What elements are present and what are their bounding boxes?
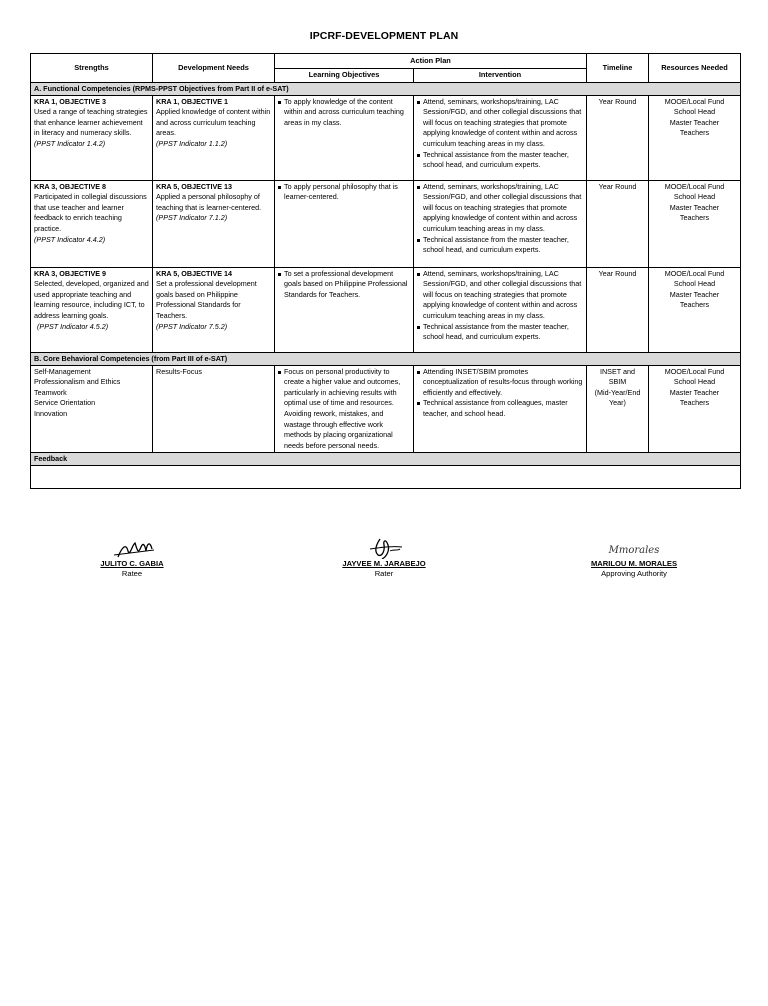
- strength-kra: KRA 3, OBJECTIVE 9: [34, 268, 107, 278]
- resources-cell: [649, 365, 741, 453]
- timeline-cell: Year Round: [587, 95, 649, 180]
- header-development-needs: Development Needs: [153, 54, 275, 83]
- signatory-name: MARILOU M. MORALES: [590, 559, 678, 568]
- resource-item: Master Teacher: [669, 289, 720, 299]
- resource-item: School Head: [673, 377, 716, 387]
- need-cell: [153, 267, 275, 352]
- objective-cell: [275, 180, 414, 267]
- intervention-cell: [414, 267, 587, 352]
- competency-item: Innovation: [34, 408, 68, 418]
- signatory-name: JULITO C. GABIA: [100, 559, 164, 568]
- intervention-cell: [414, 95, 587, 180]
- signatory-role: Ratee: [121, 569, 143, 578]
- resource-item: Teachers: [679, 128, 710, 138]
- intervention-item: Attending INSET/SBIM promotes conceptualization of results-focus through working efficiently and effectively.: [417, 367, 583, 399]
- strength-cell: [31, 365, 153, 453]
- objective-text: Focus on personal productivity to create a higher value and outcomes, particularly in achieving results with optimal use of time and resources. Avoiding rework, mistakes, and wastage through effective work methods by placing organizational needs before personal needs.: [278, 367, 410, 452]
- feedback-area: [31, 466, 741, 489]
- need-cell: Results-Focus: [153, 365, 275, 453]
- resource-item: Master Teacher: [669, 202, 720, 212]
- resource-item: School Head: [673, 107, 716, 117]
- objective-text: To apply knowledge of the content within and across curriculum teaching areas in my class.: [278, 97, 410, 129]
- need-cell: [153, 180, 275, 267]
- strength-text: Selected, developed, organized and used appropriate teaching and learning resource, including ICT, to address learning goals.: [34, 279, 149, 320]
- resource-item: MOOE/Local Fund: [664, 181, 725, 191]
- signatory-name: JAYVEE M. JARABEJO: [342, 559, 426, 568]
- strength-kra: KRA 1, OBJECTIVE 3: [34, 96, 107, 106]
- strength-cell: [31, 180, 153, 267]
- need-kra: KRA 5, OBJECTIVE 13: [156, 181, 233, 191]
- timeline-line: SBIM: [608, 377, 627, 387]
- resource-item: MOOE/Local Fund: [664, 268, 725, 278]
- feedback-label: Feedback: [31, 453, 741, 466]
- intervention-item: Technical assistance from the master teacher, school head, and curriculum experts.: [417, 150, 583, 171]
- resource-item: MOOE/Local Fund: [664, 96, 725, 106]
- resources-cell: [649, 180, 741, 267]
- section-b-label: B. Core Behavioral Competencies (from Part III of e-SAT): [31, 352, 741, 365]
- strength-kra: KRA 3, OBJECTIVE 8: [34, 181, 107, 191]
- need-kra: KRA 5, OBJECTIVE 14: [156, 268, 233, 278]
- intervention-item: Attend, seminars, workshops/training, LAC Session/FGD, and other collegial discussions that will focus on teaching strategies that promote applying knowledge of content within and across curriculum teaching areas in my class.: [417, 182, 583, 235]
- resources-cell: [649, 267, 741, 352]
- timeline-cell: Year Round: [587, 180, 649, 267]
- need-indicator: (PPST Indicator 1.1.2): [156, 138, 228, 148]
- intervention-item: Technical assistance from the master teacher, school head, and curriculum experts.: [417, 322, 583, 343]
- resource-item: School Head: [673, 192, 716, 202]
- signatory-approving-authority: [578, 537, 690, 579]
- intervention-item: Attend, seminars, workshops/training, LAC Session/FGD, and other collegial discussions that will focus on teaching strategies that promote applying knowledge of content within and across curriculum teaching areas in my class.: [417, 97, 583, 150]
- page-title: IPCRF-DEVELOPMENT PLAN: [309, 30, 459, 42]
- timeline-cell: [587, 365, 649, 453]
- need-text: Applied knowledge of content within and across curriculum teaching areas.: [156, 107, 271, 138]
- signature-approving-authority: [578, 537, 690, 559]
- strength-indicator: (PPST Indicator 4.5.2): [37, 321, 109, 331]
- need-text: Set a professional development goals based on Philippine Professional Standards for Teachers.: [156, 279, 257, 320]
- resources-cell: [649, 95, 741, 180]
- table-row: [31, 365, 741, 453]
- signatory-role: Rater: [374, 569, 394, 578]
- need-indicator: (PPST Indicator 7.5.2): [156, 321, 228, 331]
- timeline-line: (Mid-Year/End: [594, 387, 641, 397]
- header-resources: Resources Needed: [649, 54, 741, 83]
- intervention-item: Technical assistance from colleagues, master teacher, and school head.: [417, 398, 583, 419]
- table-row: [31, 267, 741, 352]
- resource-item: Master Teacher: [669, 117, 720, 127]
- signature-script: Mmorales: [608, 545, 660, 556]
- strength-indicator: (PPST Indicator 4.4.2): [34, 234, 106, 244]
- need-cell: [153, 95, 275, 180]
- header-learning-objectives: Learning Objectives: [275, 69, 414, 83]
- header-action-plan: Action Plan: [275, 54, 587, 69]
- need-indicator: (PPST Indicator 7.1.2): [156, 213, 228, 223]
- development-plan-table: [30, 53, 741, 489]
- intervention-item: Technical assistance from the master teacher, school head, and curriculum experts.: [417, 235, 583, 256]
- table-row: [31, 180, 741, 267]
- competency-item: Service Orientation: [34, 398, 96, 408]
- timeline-line: Year): [609, 398, 626, 408]
- resource-item: Master Teacher: [669, 387, 720, 397]
- resource-item: MOOE/Local Fund: [664, 366, 725, 376]
- resource-item: Teachers: [679, 300, 710, 310]
- objective-text: To set a professional development goals based on Philippine Professional Standards for Teachers.: [278, 269, 410, 301]
- objective-cell: [275, 365, 414, 453]
- resource-item: School Head: [673, 279, 716, 289]
- timeline-line: INSET and: [599, 366, 636, 376]
- objective-cell: [275, 267, 414, 352]
- resource-item: Teachers: [679, 398, 710, 408]
- need-text: Applied a personal philosophy of teaching that is learner-centered.: [156, 192, 262, 212]
- section-a-label: A. Functional Competencies (RPMS-PPST Objectives from Part II of e-SAT): [31, 82, 741, 95]
- strength-cell: [31, 267, 153, 352]
- resource-item: Teachers: [679, 213, 710, 223]
- signatory-ratee: [80, 537, 184, 579]
- competency-item: Self-Management: [34, 366, 91, 376]
- intervention-cell: [414, 365, 587, 453]
- header-timeline: Timeline: [587, 54, 649, 83]
- competency-item: Teamwork: [34, 387, 67, 397]
- signature-rater: [330, 537, 438, 559]
- strength-text: Participated in collegial discussions that use teacher and learner feedback to enrich teaching practice.: [34, 192, 147, 233]
- intervention-cell: [414, 180, 587, 267]
- competency-item: Professionalism and Ethics: [34, 377, 121, 387]
- need-kra: KRA 1, OBJECTIVE 1: [156, 96, 229, 106]
- table-row: [31, 95, 741, 180]
- strength-indicator: (PPST Indicator 1.4.2): [34, 138, 106, 148]
- objective-cell: [275, 95, 414, 180]
- signatory-rater: [330, 537, 438, 579]
- signatory-role: Approving Authority: [601, 569, 667, 578]
- timeline-cell: Year Round: [587, 267, 649, 352]
- header-strengths: Strengths: [31, 54, 153, 83]
- strength-text: Used a range of teaching strategies that enhance learner achievement in literacy and numeracy skills.: [34, 107, 148, 138]
- objective-text: To apply personal philosophy that is learner-centered.: [278, 182, 410, 203]
- intervention-item: Attend, seminars, workshops/training, LAC Session/FGD, and other collegial discussions that will focus on teaching strategies that promote applying knowledge of content within and across curriculum teaching areas in my class.: [417, 269, 583, 322]
- strength-cell: [31, 95, 153, 180]
- header-intervention: Intervention: [414, 69, 587, 83]
- signature-ratee: [80, 537, 184, 559]
